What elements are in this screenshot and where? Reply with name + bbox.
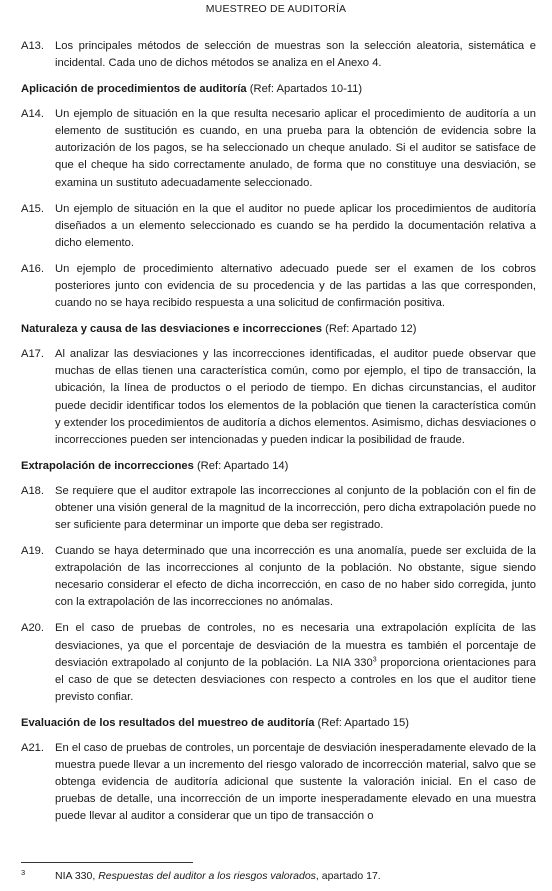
footnote-cited-title: Respuestas del auditor a los riesgos valorados [98,870,316,882]
paragraph-text: Un ejemplo de situación en la que resulta necesario aplicar el procedimiento de auditoría a un elemento de sustitución es cuando, en una prueba para la obtención de evidencia sobre la autorización de los pagos, se ha seleccionado un cheque anulado. Si el auditor se satisface de que el cheque ha sido correctamente anulado, de forma que no constituye una desviación, se examina un sustituto adecuadamente seleccionado. [55,108,536,189]
paragraph-number: A15. [21,202,45,215]
footnote-text [55,870,381,883]
paragraph-number: A14. [21,108,45,121]
paragraph-number: A18. [21,484,45,497]
heading-ref: (Ref: Apartados 10-11) [246,83,363,96]
heading-title: Naturaleza y causa de las desviaciones e incorrecciones [21,323,322,336]
heading-ref: (Ref: Apartado 15) [314,716,409,729]
section-heading-naturaleza [21,321,536,337]
paragraph-number: A13. [21,40,45,52]
paragraph-a20 [21,620,536,705]
paragraph-a17 [21,346,536,449]
paragraph-text [55,620,536,705]
paragraph-number: A21. [21,741,45,754]
footnote-text-part: , apartado 17. [315,870,381,882]
heading-title: Aplicación de procedimientos de auditoría [21,83,247,96]
paragraph-text: Al analizar las desviaciones y las incorrecciones identificadas, el auditor puede observar que muchas de ellas tienen una característica común, como por ejemplo, el tipo de transacción, la ubicación, la línea de productos o el periodo de tiempo. En dichas circunstancias, el auditor puede decidir identificar todos los elementos de la población que tienen la característica común y extender los procedimientos de auditoría a dichos elementos. Asimismo, dichas desviaciones o incorrecciones pueden ser intencionadas y pueden indicar la posibilidad de fraude. [55,348,536,446]
paragraph-number: A19. [21,545,45,558]
heading-ref: (Ref: Apartado 12) [321,323,417,336]
paragraph-text: Un ejemplo de situación en la que el auditor no puede aplicar los procedimientos de auditoría diseñados a un elemento seleccionado es cuando se ha perdido la documentación relativa a dicho elemento. [55,202,536,249]
footnote-number: 3 [21,868,26,877]
paragraph-a16 [21,261,536,312]
paragraph-a18 [21,483,536,534]
section-heading-evaluacion [21,715,536,731]
paragraph-number: A16. [21,262,45,275]
paragraph-text: Un ejemplo de procedimiento alternativo adecuado puede ser el examen de los cobros posteriores junto con evidencia de su procedencia y de las partidas a las que corresponden, cuando no se haya recibido respuesta a una solicitud de confirmación positiva. [55,262,536,310]
footnote [21,870,381,883]
heading-ref: (Ref: Apartado 14) [193,459,289,472]
paragraph-text: Cuando se haya determinado que una incorrección es una anomalía, puede ser excluida de la extrapolación de las incorrecciones al conjunto de la población. No obstante, sigue siendo necesario considerar el efecto de dicha incorrección, en caso de no haber sido corregida, junto con la extrapolación de las incorrecciones no anómalas. [55,545,536,609]
paragraph-text: Se requiere que el auditor extrapole las incorrecciones al conjunto de la población con el fin de obtener una visión general de la magnitud de la incorrección, pero dicha extrapolación puede no ser suficiente para determinar un importe que deba ser registrado. [55,484,536,531]
footnote-reference[interactable]: 3 [372,655,377,663]
paragraph-a14 [21,106,536,191]
running-header: MUESTREO DE AUDITORÍA [205,3,347,15]
footnote-divider [21,862,193,863]
paragraph-text-part: proporciona orientaciones para el caso de que se detecten desviaciones con respecto a controles en los que el auditor tiene previsto confiar. [55,656,536,703]
section-heading-extrapolacion [21,458,536,474]
paragraph-a13 [21,38,536,72]
heading-title: Extrapolación de incorrecciones [21,459,194,472]
paragraph-number: A20. [21,622,45,635]
section-heading-aplicacion [21,81,536,97]
paragraph-a19 [21,543,536,611]
heading-title: Evaluación de los resultados del muestreo de auditoría [21,716,315,729]
paragraph-text: En el caso de pruebas de controles, un porcentaje de desviación inesperadamente elevado de la muestra puede llevar a un incremento del riesgo valorado de incorrección material, salvo que se obtenga evidencia de auditoría adicional que sustente la valoración inicial. En el caso de pruebas de detalle, una incorrección de un importe inesperadamente elevado en una muestra puede llevar al auditor a considerar que un tipo de transacción o [55,741,536,823]
paragraph-text: Los principales métodos de selección de muestras son la selección aleatoria, sistemática e incidental. Cada uno de dichos métodos se analiza en el Anexo 4. [55,40,536,70]
paragraph-text-part: En el caso de pruebas de controles, no es necesaria una extrapolación explícita de las desviaciones, ya que el porcentaje de desviación de la muestra es también el porcentaje de desviación extrapolado al conjunto de la población. La NIA 330 [55,622,536,669]
paragraph-number: A17. [21,348,45,361]
footnote-text-part: NIA 330, [55,870,99,882]
paragraph-a15 [21,201,536,252]
paragraph-a21 [21,740,536,825]
page-body [0,38,552,825]
